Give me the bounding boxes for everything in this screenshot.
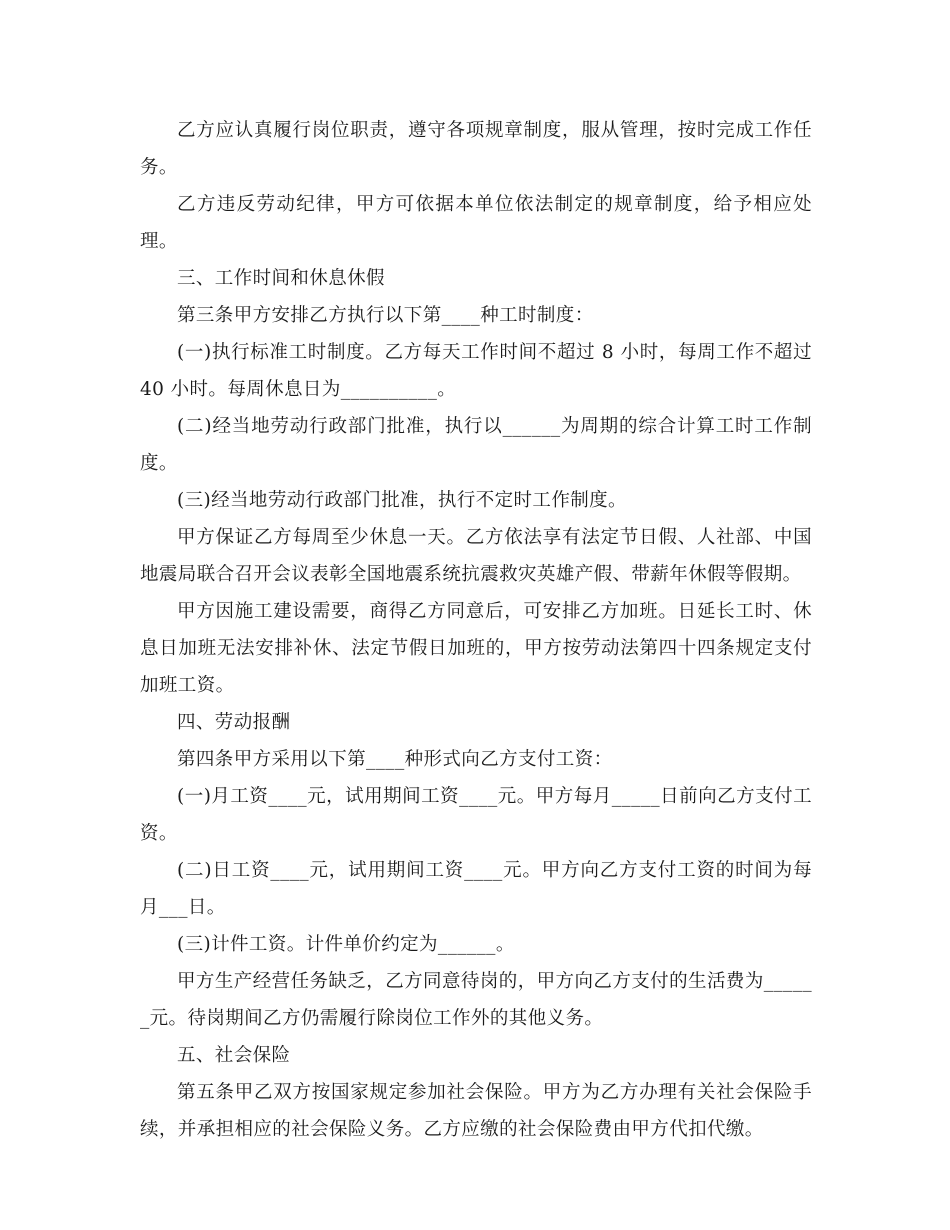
paragraph-rest-days: 甲方保证乙方每周至少休息一天。乙方依法享有法定节日假、人社部、中国地震局联合召开会议表彰全国地震系统抗震救灾英雄产假、带薪年休假等假期。	[140, 527, 812, 585]
paragraph-piece-wage: (三)计件工资。计件单价约定为______。	[177, 934, 515, 955]
paragraph-discipline: 乙方违反劳动纪律，甲方可依据本单位依法制定的规章制度，给予相应处理。	[140, 194, 812, 252]
paragraph-comprehensive-hours: (二)经当地劳动行政部门批准，执行以______为周期的综合计算工时工作制度。	[140, 416, 812, 474]
paragraph-overtime: 甲方因施工建设需要，商得乙方同意后，可安排乙方加班。日延长工时、休息日加班无法安排补休、法定节假日加班的，甲方按劳动法第四十四条规定支付加班工资。	[140, 601, 812, 696]
section-heading-remuneration: 四、劳动报酬	[177, 712, 291, 733]
document-body	[140, 112, 812, 1148]
paragraph-flexible-hours: (三)经当地劳动行政部门批准，执行不定时工作制度。	[177, 490, 627, 511]
paragraph-standard-hours: (一)执行标准工时制度。乙方每天工作时间不超过 8 小时，每周工作不超过 40 小时。每周休息日为__________。	[140, 342, 812, 400]
paragraph-monthly-wage: (一)月工资____元，试用期间工资____元。甲方每月_____日前向乙方支付工资。	[140, 786, 812, 844]
paragraph-standby: 甲方生产经营任务缺乏，乙方同意待岗的，甲方向乙方支付的生活费为______元。待岗期间乙方仍需履行除岗位工作外的其他义务。	[140, 971, 812, 1029]
section-heading-social-insurance: 五、社会保险	[177, 1045, 291, 1066]
paragraph-article-3: 第三条甲方安排乙方执行以下第____种工时制度：	[177, 305, 594, 326]
paragraph-duty: 乙方应认真履行岗位职责，遵守各项规章制度，服从管理，按时完成工作任务。	[140, 120, 812, 178]
paragraph-daily-wage: (二)日工资____元，试用期间工资____元。甲方向乙方支付工资的时间为每月___日。	[140, 860, 812, 918]
paragraph-article-4: 第四条甲方采用以下第____种形式向乙方支付工资：	[177, 749, 613, 770]
paragraph-article-5: 第五条甲乙双方按国家规定参加社会保险。甲方为乙方办理有关社会保险手续，并承担相应的社会保险义务。乙方应缴的社会保险费由甲方代扣代缴。	[140, 1082, 812, 1140]
section-heading-working-hours: 三、工作时间和休息休假	[177, 268, 385, 289]
